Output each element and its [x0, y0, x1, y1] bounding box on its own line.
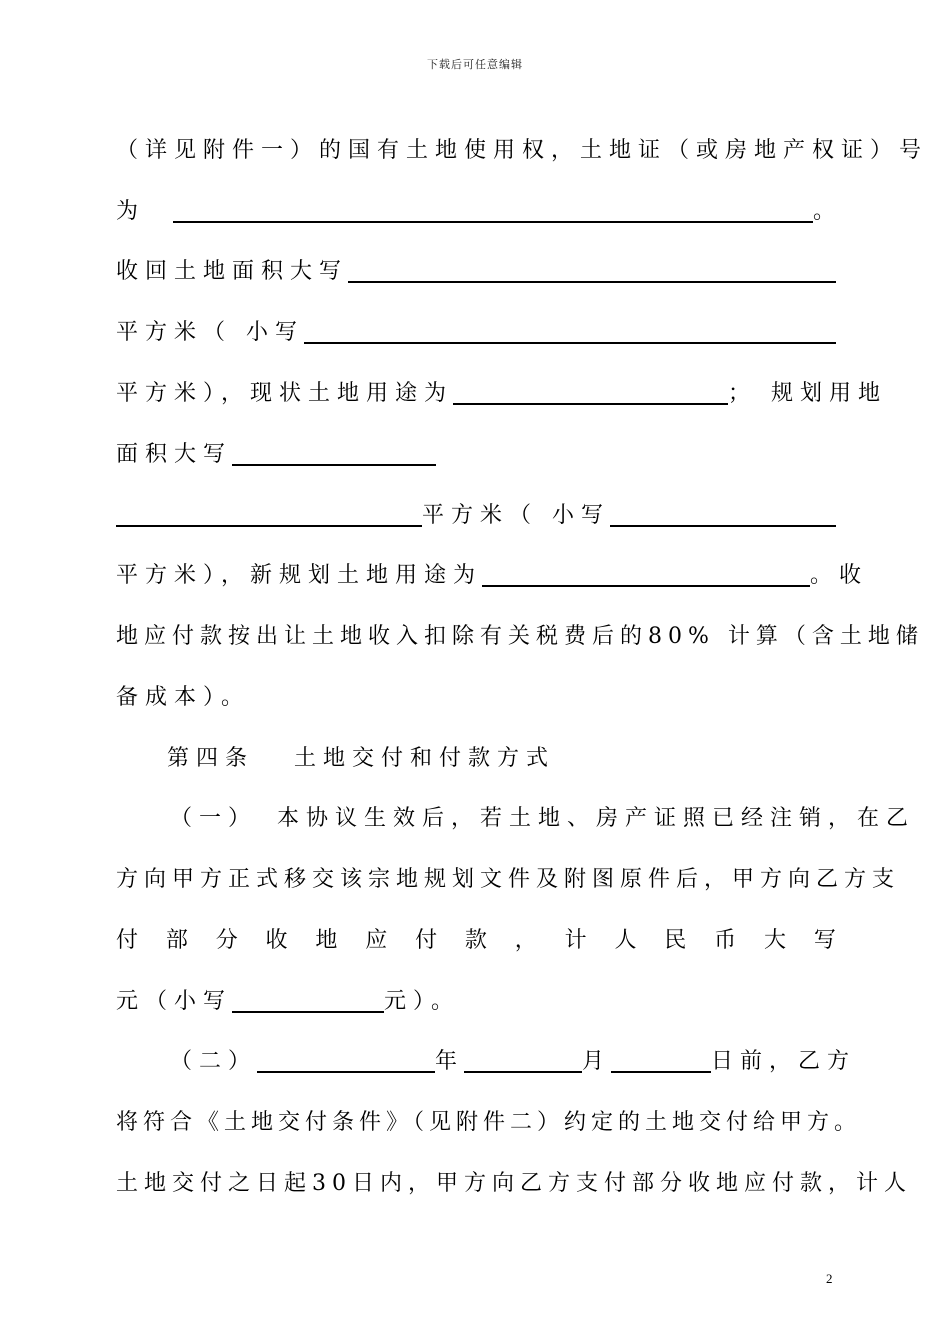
text-line: 地应付款按出让土地收入扣除有关税费后的80% 计算（含土地储 — [116, 624, 924, 649]
text-line: 平方米（ 小写 — [116, 493, 836, 533]
spread-char: 款 — [464, 928, 487, 953]
spread-char: 地 — [315, 928, 338, 953]
spread-char: 分 — [215, 928, 238, 953]
text-line-justified — [116, 918, 836, 958]
text-line: 平方米），现状土地用途为 ； 规划用地 — [116, 381, 888, 406]
text-line: 为 。 — [116, 199, 843, 224]
spread-char: 付 — [116, 928, 139, 953]
spread-char: 计 — [564, 928, 587, 953]
spread-char: 大 — [763, 928, 786, 953]
spread-char: 币 — [714, 928, 737, 953]
amount-lowercase-blank[interactable] — [232, 989, 384, 1013]
text-line: 元（小写 元）。 — [116, 989, 461, 1014]
year-blank[interactable] — [257, 1049, 435, 1073]
page-number: 2 — [826, 1271, 833, 1286]
text-line: 平方米），新规划土地用途为 。收 — [116, 563, 869, 588]
spread-char: 民 — [664, 928, 687, 953]
area-lowercase-blank[interactable] — [304, 320, 836, 344]
text-line: 平方米（ 小写 — [116, 310, 836, 350]
spread-char: 写 — [813, 928, 836, 953]
article-heading: 第四条 土地交付和付款方式 — [167, 746, 556, 771]
spread-char: 部 — [165, 928, 188, 953]
spread-char: 应 — [365, 928, 388, 953]
text-line: （二） 年 月 日前，乙方 — [170, 1049, 857, 1074]
planned-area-lowercase-blank[interactable] — [610, 503, 836, 527]
new-land-use-blank[interactable] — [482, 563, 810, 587]
spread-char: 付 — [415, 928, 438, 953]
text-line: 方向甲方正式移交该宗地规划文件及附图原件后，甲方向乙方支 — [116, 867, 901, 892]
planned-area-uppercase-blank[interactable] — [232, 442, 436, 466]
text-line: （一） 本协议生效后，若土地、房产证照已经注销，在乙 — [170, 806, 916, 831]
text-line: 土地交付之日起30日内，甲方向乙方支付部分收地应付款，计人 — [116, 1171, 912, 1196]
current-land-use-blank[interactable] — [453, 381, 728, 405]
text-line: 收回土地面积大写 — [116, 249, 836, 289]
planned-area-uppercase-blank-cont[interactable] — [116, 503, 422, 527]
area-uppercase-blank[interactable] — [348, 259, 836, 283]
spread-char: 收 — [265, 928, 288, 953]
spread-char: 人 — [614, 928, 637, 953]
text-line: 将符合《土地交付条件》（见附件二）约定的土地交付给甲方。 — [116, 1110, 862, 1135]
text-line: 备成本）。 — [116, 685, 251, 710]
page-header: 下载后可任意编辑 — [427, 58, 523, 71]
month-blank[interactable] — [464, 1049, 582, 1073]
text-line: （详见附件一）的国有土地使用权，土地证（或房地产权证）号 — [116, 138, 929, 163]
text-line: 面积大写 — [116, 432, 836, 472]
spread-char: ， — [514, 928, 537, 953]
land-certificate-number-blank[interactable] — [173, 199, 813, 223]
day-blank[interactable] — [611, 1049, 711, 1073]
